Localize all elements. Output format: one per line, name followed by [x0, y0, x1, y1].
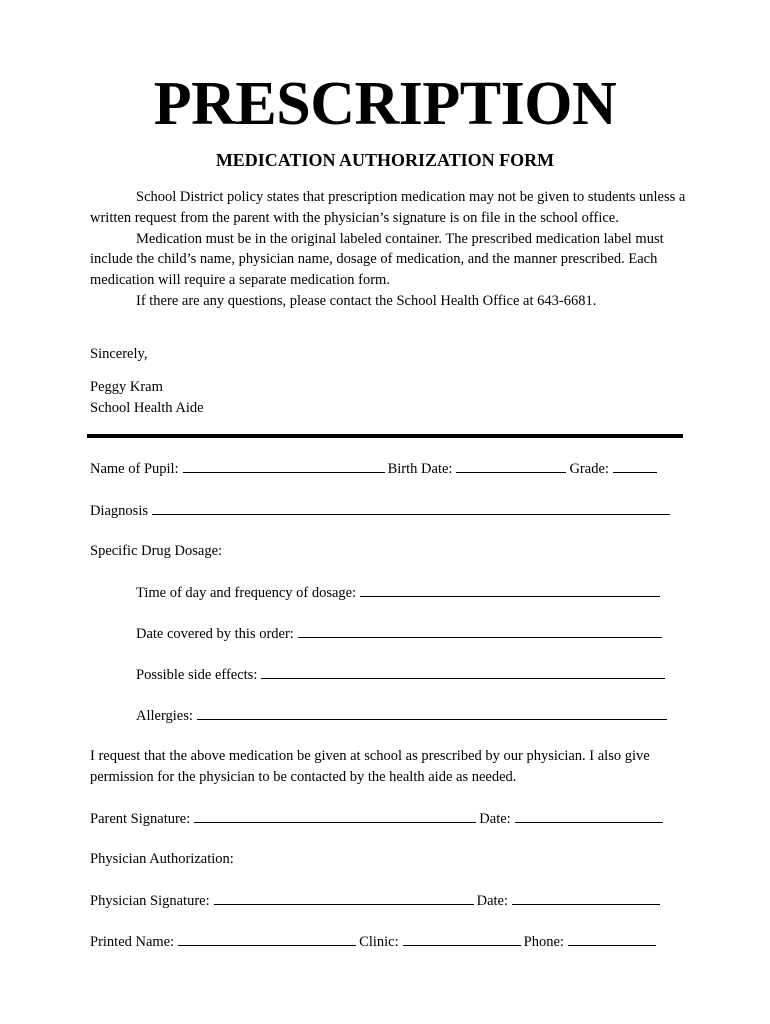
printed-name-field[interactable] [178, 931, 356, 946]
drug-dosage-label: Specific Drug Dosage: [90, 543, 223, 559]
side-effects-label: Possible side effects: [136, 667, 258, 683]
physician-date-field[interactable] [512, 890, 660, 905]
time-frequency-row [136, 582, 663, 603]
signer-name: Peggy Kram [90, 379, 163, 395]
parent-date-field[interactable] [515, 808, 663, 823]
signer-title: School Health Aide [90, 400, 204, 416]
phone-field[interactable] [568, 931, 656, 946]
page-title: PRESCRIPTION [153, 70, 617, 138]
diagnosis-row [90, 500, 673, 521]
section-divider [87, 434, 683, 438]
diagnosis-field[interactable] [152, 500, 670, 515]
physician-authorization-row [90, 849, 234, 869]
grade-field[interactable] [613, 458, 657, 473]
allergies-row [136, 705, 670, 726]
time-frequency-label: Time of day and frequency of dosage: [136, 585, 357, 601]
allergies-label: Allergies: [136, 708, 193, 724]
request-statement: I request that the above medication be given at school as prescribed by our physician. I also give permission for the physician to be contacted by the health aide as needed. [90, 748, 650, 785]
side-effects-row [136, 664, 668, 685]
pupil-row [90, 458, 660, 479]
phone-label: Phone: [523, 934, 564, 950]
diagnosis-label: Diagnosis [90, 503, 148, 519]
form-subtitle: MEDICATION AUTHORIZATION FORM [215, 150, 555, 170]
clinic-field[interactable] [403, 931, 521, 946]
printed-name-row [90, 931, 659, 952]
side-effects-field[interactable] [261, 664, 665, 679]
physician-date-label: Date: [476, 893, 509, 909]
pupil-name-field[interactable] [183, 458, 385, 473]
pupil-name-label: Name of Pupil: [90, 461, 179, 477]
parent-signature-label: Parent Signature: [90, 811, 191, 827]
birth-date-field[interactable] [456, 458, 566, 473]
closing: Sincerely, [90, 346, 148, 362]
drug-dosage-row [90, 541, 222, 561]
physician-signature-row [90, 890, 663, 911]
physician-signature-label: Physician Signature: [90, 893, 210, 909]
date-covered-field[interactable] [298, 623, 662, 638]
printed-name-label: Printed Name: [90, 934, 175, 950]
time-frequency-field[interactable] [360, 582, 660, 597]
intro-section [90, 187, 690, 312]
physician-authorization-label: Physician Authorization: [90, 851, 234, 867]
parent-signature-field[interactable] [194, 808, 476, 823]
date-covered-label: Date covered by this order: [136, 626, 294, 642]
parent-date-label: Date: [479, 811, 511, 827]
birth-date-label: Birth Date: [387, 461, 453, 477]
clinic-label: Clinic: [359, 934, 399, 950]
parent-signature-row [90, 808, 666, 829]
grade-label: Grade: [569, 461, 609, 477]
date-covered-row [136, 623, 665, 644]
container-paragraph: Medication must be in the original labeled container. The prescribed medication label must include the child’s name, physician name, dosage of medication, and the manner prescribed. Each medication will require a separate medication form. [90, 230, 664, 289]
contact-paragraph: If there are any questions, please contact the School Health Office at 643-6681. [136, 292, 597, 309]
allergies-field[interactable] [197, 705, 667, 720]
policy-paragraph: School District policy states that prescription medication may not be given to students unless a written request from the parent with the physician’s signature is on file in the school office. [90, 189, 686, 226]
physician-signature-field[interactable] [214, 890, 474, 905]
